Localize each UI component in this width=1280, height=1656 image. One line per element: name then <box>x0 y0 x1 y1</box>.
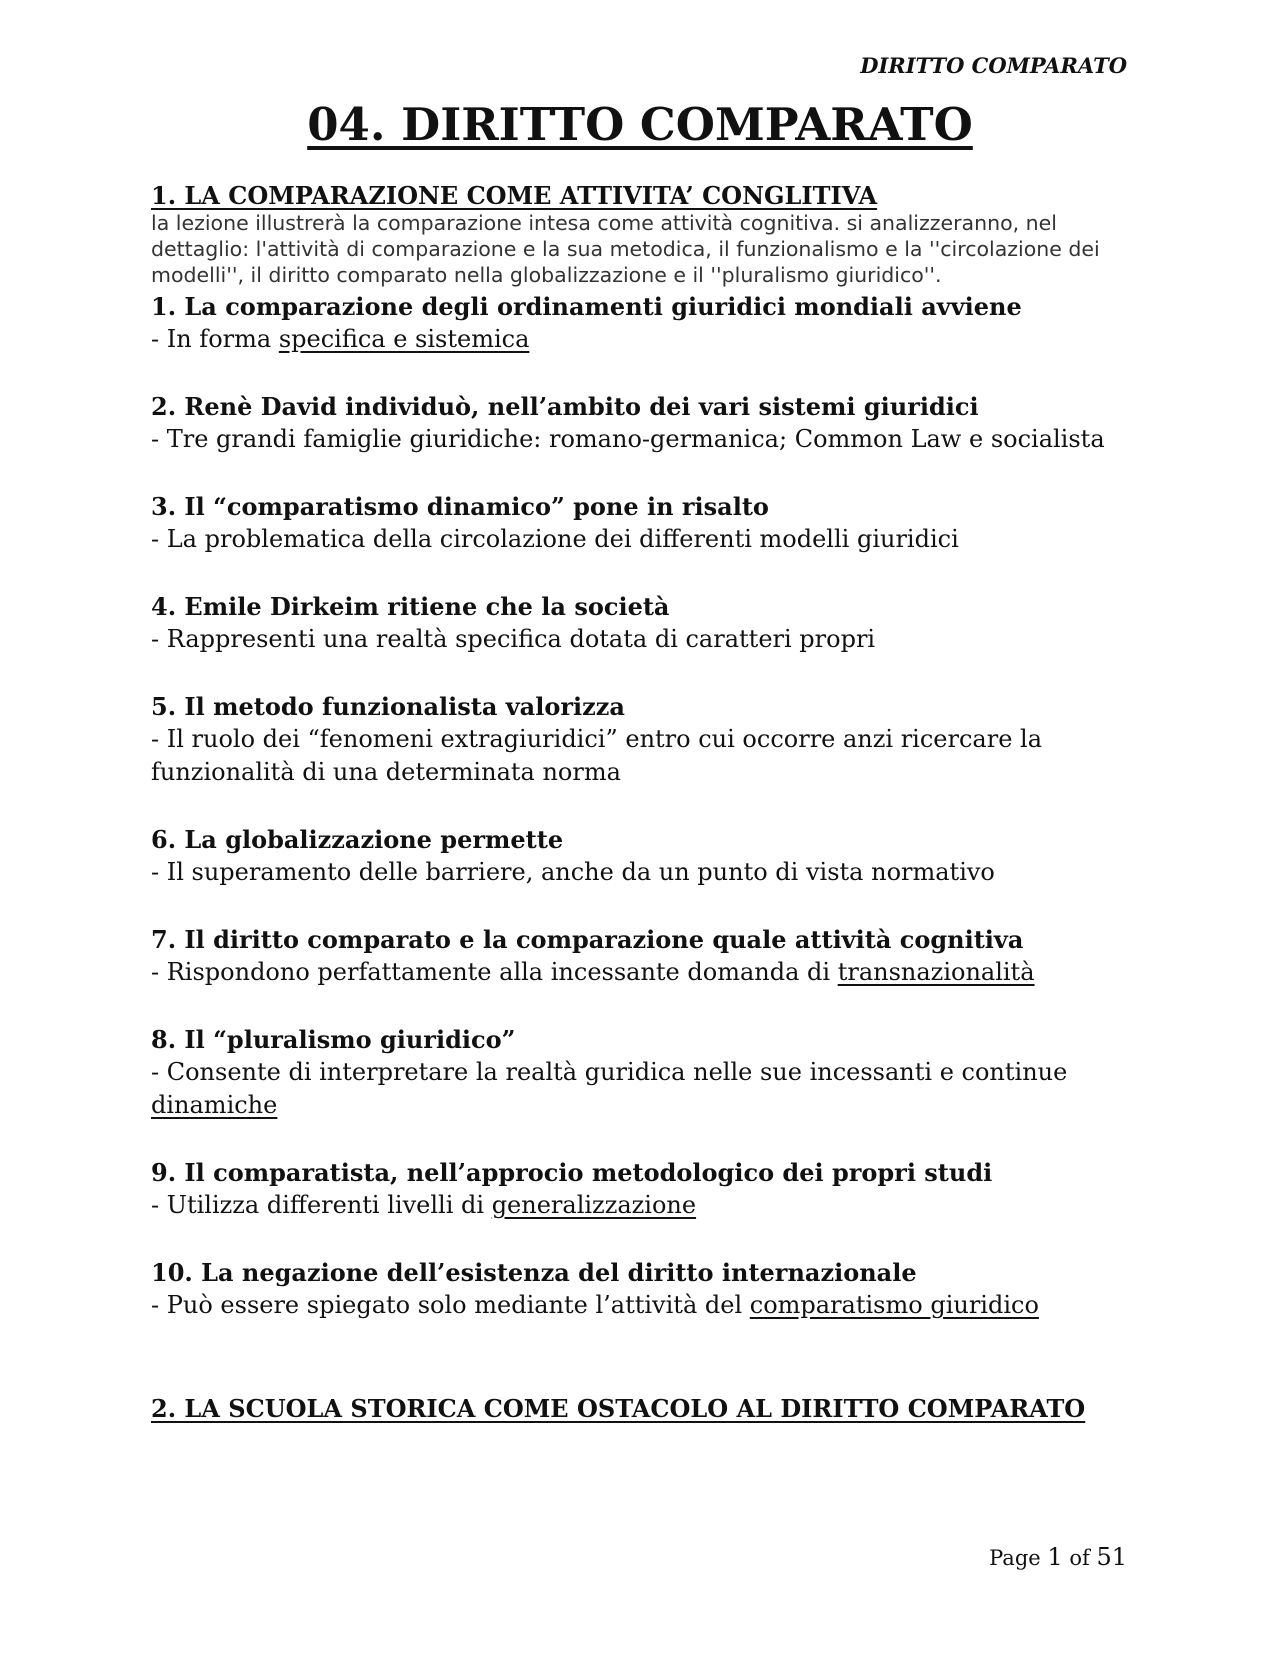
question-text: 3. Il “comparatismo dinamico” pone in risalto <box>151 492 769 521</box>
document-body <box>151 182 1141 1426</box>
answer-lead: - Consente di interpretare la realtà guridica nelle sue incessanti e continue <box>151 1058 1068 1086</box>
answer-lead: - Tre grandi famiglie giuridiche: romano-germanica; Common Law e socialista <box>151 425 1105 453</box>
answer-text <box>151 323 1141 356</box>
question-text: 5. Il metodo funzionalista valorizza <box>151 692 625 721</box>
section-intro: la lezione illustrerà la comparazione intesa come attività cognitiva. si analizzeranno, nel dettaglio: l'attività di comparazione e la sua metodica, il funzionalismo e la ''circolazione dei modelli'', il diritto comparato nella globalizzazione e il ''pluralismo giuridico''. <box>151 211 1100 287</box>
running-header: DIRITTO COMPARATO <box>860 53 1127 78</box>
answer-lead: - In forma <box>151 325 279 353</box>
page-number <box>989 1543 1127 1571</box>
question-item <box>151 1023 1141 1122</box>
answer-text <box>151 1189 1141 1222</box>
question-item <box>151 290 1141 356</box>
answer-keyword: generalizzazione <box>491 1191 697 1219</box>
question-item <box>151 923 1141 989</box>
answer-lead: - Utilizza differenti livelli di <box>151 1191 492 1219</box>
section-heading: 2. LA SCUOLA STORICA COME OSTACOLO AL DIRITTO COMPARATO <box>151 1394 1086 1423</box>
answer-text <box>151 1056 1141 1122</box>
question-text: 1. La comparazione degli ordinamenti giuridici mondiali avviene <box>151 292 1022 321</box>
page-total: 51 <box>1096 1543 1127 1571</box>
question-text: 10. La negazione dell’esistenza del diritto internazionale <box>151 1258 917 1287</box>
document-title: 04. DIRITTO COMPARATO <box>307 98 973 151</box>
question-text: 4. Emile Dirkeim ritiene che la società <box>151 592 670 621</box>
answer-keyword: comparatismo giuridico <box>749 1291 1039 1319</box>
section-2 <box>151 1392 1141 1426</box>
answer-lead: - Il superamento delle barriere, anche da un punto di vista normativo <box>151 858 995 886</box>
answer-lead: - Il ruolo dei “fenomeni extragiuridici” entro cui occorre anzi ricercare la funzionalità di una determinata norma <box>151 725 1043 786</box>
question-item <box>151 1156 1141 1222</box>
question-text: 8. Il “pluralismo giuridico” <box>151 1025 516 1054</box>
answer-text <box>151 856 1141 889</box>
question-item <box>151 390 1141 456</box>
question-item <box>151 823 1141 889</box>
answer-keyword: transnazionalità <box>837 958 1035 986</box>
page-current: 1 <box>1047 1543 1063 1571</box>
answer-text <box>151 523 1141 556</box>
question-list <box>151 290 1141 1322</box>
question-text: 2. Renè David individuò, nell’ambito dei vari sistemi giuridici <box>151 392 979 421</box>
question-item <box>151 590 1141 656</box>
question-item <box>151 690 1141 789</box>
section-heading: 1. LA COMPARAZIONE COME ATTIVITA’ CONGLITIVA <box>151 181 878 210</box>
answer-keyword: dinamiche <box>151 1091 278 1119</box>
question-text: 9. Il comparatista, nell’approcio metodologico dei propri studi <box>151 1158 993 1187</box>
answer-text <box>151 956 1141 989</box>
answer-keyword: specifica e sistemica <box>278 325 530 353</box>
answer-text <box>151 623 1141 656</box>
question-text: 6. La globalizzazione permette <box>151 825 564 854</box>
question-item <box>151 490 1141 556</box>
answer-text <box>151 723 1141 789</box>
answer-lead: - La problematica della circolazione dei differenti modelli giuridici <box>151 525 959 553</box>
question-item <box>151 1256 1141 1322</box>
answer-lead: - Rispondono perfattamente alla incessante domanda di <box>151 958 838 986</box>
of-label: of <box>1069 1546 1090 1570</box>
question-text: 7. Il diritto comparato e la comparazione quale attività cognitiva <box>151 925 1024 954</box>
answer-lead: - Può essere spiegato solo mediante l’attività del <box>151 1291 750 1319</box>
answer-text <box>151 423 1141 456</box>
answer-lead: - Rappresenti una realtà specifica dotata di caratteri propri <box>151 625 876 653</box>
page-label: Page <box>989 1546 1041 1570</box>
section-1 <box>151 182 1141 1322</box>
answer-text <box>151 1289 1141 1322</box>
